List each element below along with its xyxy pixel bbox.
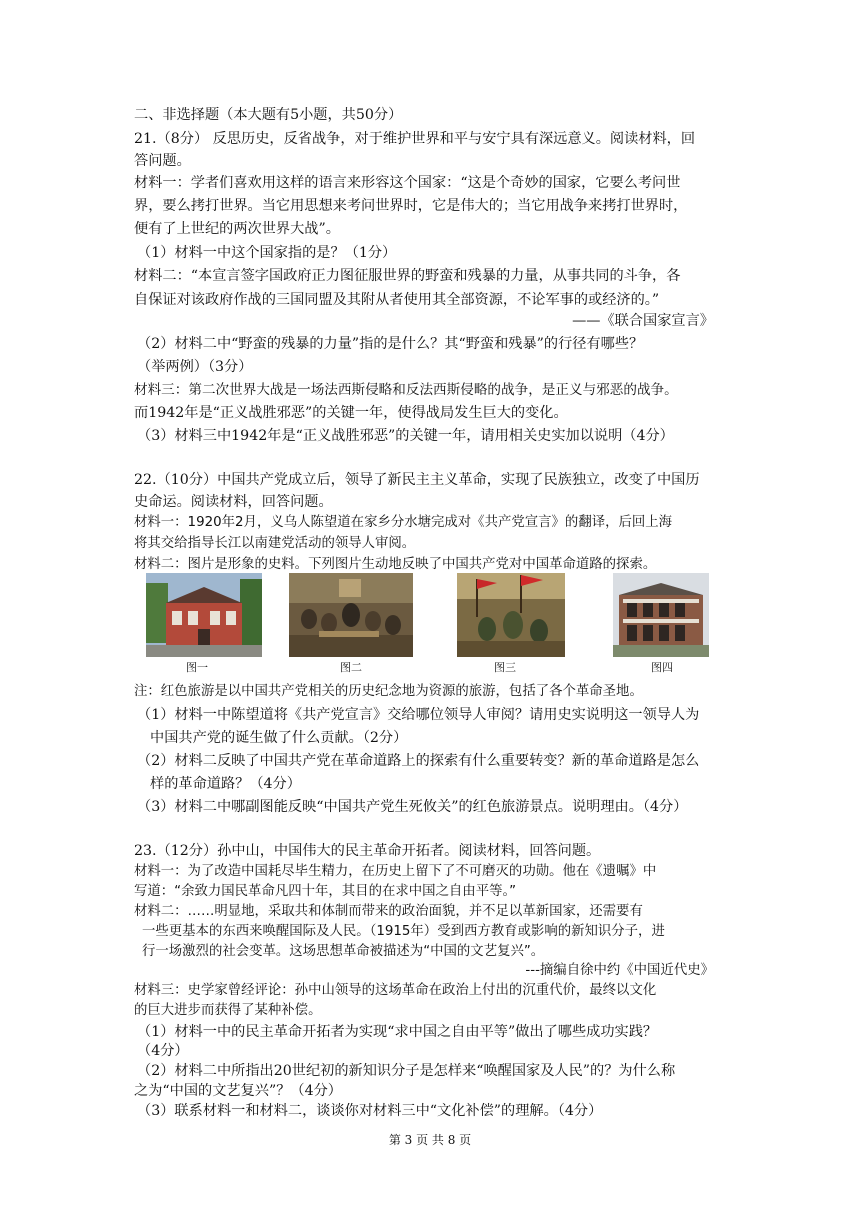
q22-note: 注：红色旅游是以中国共产党相关的历史纪念地为资源的旅游，包括了各个革命圣地。 bbox=[134, 684, 643, 699]
q23-question-2-cont: 之为“中国的文艺复兴”？（4分） bbox=[134, 1083, 342, 1099]
figure-1-image bbox=[146, 573, 262, 657]
q22-line: 史命运。阅读材料，回答问题。 bbox=[134, 494, 333, 510]
q21-line: 自保证对该政府作战的三国同盟及其附从者使用其全部资源，不论军事的或经济的。” bbox=[134, 292, 660, 308]
figure-1-caption: 图一 bbox=[186, 661, 208, 674]
q22-line: 材料一：1920年2月，义乌人陈望道在家乡分水塘完成对《共产党宣言》的翻译，后回上海 bbox=[134, 515, 673, 530]
q23-line: 23.（12分）孙中山，中国伟大的民主革命开拓者。阅读材料，回答问题。 bbox=[134, 843, 601, 859]
q23-line: 材料三：史学家曾经评论：孙中山领导的这场革命在政治上付出的沉重代价，最终以文化 bbox=[134, 983, 657, 998]
q23-line: 行一场激烈的社会变革。这场思想革命被描述为“中国的文艺复兴”。 bbox=[142, 944, 545, 959]
figure-4-image bbox=[613, 573, 709, 657]
q23-question-1: （1）材料一中的民主革命开拓者为实现“求中国之自由平等”做出了哪些成功实践？ bbox=[137, 1024, 658, 1040]
q21-question-2: （2）材料二中“野蛮的残暴的力量”指的是什么？其“野蛮和残暴”的行径有哪些？ bbox=[137, 336, 644, 352]
q21-line: 界，要么拷打世界。当它用思想来考问世界时，它是伟大的；当它用战争来拷打世界时， bbox=[134, 198, 688, 214]
q22-line: 22.（10分）中国共产党成立后，领导了新民主主义革命，实现了民族独立，改变了中国历 bbox=[134, 472, 700, 488]
q22-line: 将其交给指导长江以南建党活动的领导人审阅。 bbox=[134, 536, 416, 551]
q21-source: ——《联合国家宣言》 bbox=[572, 313, 714, 329]
figure-3-caption: 图三 bbox=[494, 661, 516, 674]
q22-question-1-cont: 中国共产党的诞生做了什么贡献。（2分） bbox=[150, 730, 408, 746]
figure-2-caption: 图二 bbox=[340, 661, 362, 674]
q21-line: 材料三：第二次世界大战是一场法西斯侵略和反法西斯侵略的战争，是正义与邪恶的战争。 bbox=[134, 382, 678, 398]
q23-question-3: （3）联系材料一和材料二，谈谈你对材料三中“文化补偿”的理解。（4分） bbox=[137, 1103, 603, 1119]
q22-question-1: （1）材料一中陈望道将《共产党宣言》交给哪位领导人审阅？请用史实说明这一领导人为 bbox=[137, 707, 700, 723]
q21-line: 材料一：学者们喜欢用这样的语言来形容这个国家：“这是个奇妙的国家，它要么考问世 bbox=[134, 175, 681, 191]
q23-line: 的巨大进步而获得了某种补偿。 bbox=[134, 1003, 322, 1018]
q21-line: 21.（8分） 反思历史，反省战争，对于维护世界和平与安宁具有深远意义。阅读材料，回 bbox=[134, 131, 696, 147]
q21-line: 而1942年是“正义战胜邪恶”的关键一年，使得战局发生巨大的变化。 bbox=[134, 405, 568, 421]
figure-2-image bbox=[289, 573, 413, 657]
q21-line: 便有了上世纪的两次世界大战”。 bbox=[134, 221, 340, 237]
q23-line: 材料一：为了改造中国耗尽毕生精力，在历史上留下了不可磨灭的功勋。他在《遗嘱》中 bbox=[134, 864, 657, 879]
q23-question-1-cont: （4分） bbox=[137, 1043, 189, 1059]
q21-line: 答问题。 bbox=[134, 153, 191, 169]
q22-question-2-cont: 样的革命道路？（4分） bbox=[150, 776, 301, 792]
q22-question-2: （2）材料二反映了中国共产党在革命道路上的探索有什么重要转变？新的革命道路是怎么 bbox=[137, 753, 700, 769]
q23-source: ---摘编自徐中约《中国近代史》 bbox=[525, 963, 714, 978]
q22-line: 材料二：图片是形象的史料。下列图片生动地反映了中国共产党对中国革命道路的探索。 bbox=[134, 557, 657, 572]
q22-question-3: （3）材料二中哪副图能反映“中国共产党生死攸关”的红色旅游景点。说明理由。（4分） bbox=[137, 799, 688, 815]
q21-question-2-cont: （举两例）（3分） bbox=[137, 359, 253, 375]
page-footer: 第 3 页 共 8 页 bbox=[388, 1133, 472, 1147]
q23-line: 材料二：……明显地，采取共和体制而带来的政治面貌，并不足以革新国家，还需要有 bbox=[134, 904, 643, 919]
q23-line: 一些更基本的东西来唤醒国际及人民。（1915年）受到西方教育或影响的新知识分子，进 bbox=[142, 924, 665, 939]
figure-3-image bbox=[457, 573, 565, 657]
section-title: 二、非选择题（本大题有5小题，共50分） bbox=[134, 107, 403, 123]
figure-4-caption: 图四 bbox=[651, 661, 673, 674]
q23-line: 写道：“余致力国民革命凡四十年，其目的在求中国之自由平等。” bbox=[134, 884, 517, 899]
q21-question-1: （1）材料一中这个国家指的是？（1分） bbox=[137, 245, 397, 261]
q21-line: 材料二：“本宣言签字国政府正力图征服世界的野蛮和残暴的力量，从事共同的斗争，各 bbox=[134, 268, 681, 284]
q21-question-3: （3）材料三中1942年是“正义战胜邪恶”的关键一年，请用相关史实加以说明（4分） bbox=[137, 428, 674, 444]
q23-question-2: （2）材料二中所指出20世纪初的新知识分子是怎样来“唤醒国家及人民”的？为什么称 bbox=[137, 1063, 676, 1079]
